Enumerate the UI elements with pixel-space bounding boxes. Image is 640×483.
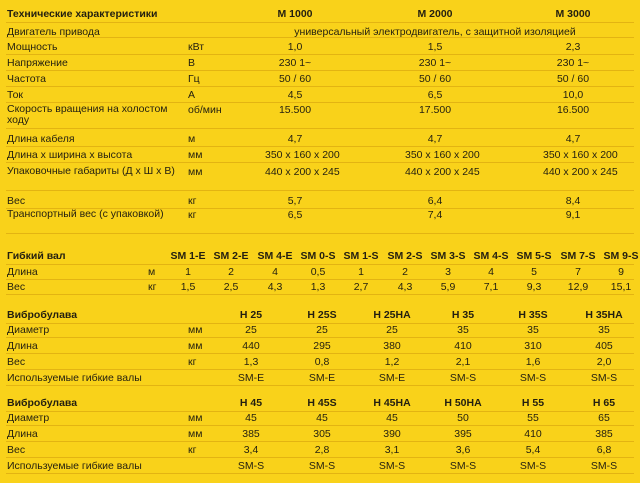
vib1-value: 35 [527, 324, 539, 336]
spec-value: 2,3 [565, 41, 581, 53]
shaft-value: 15,1 [610, 281, 632, 293]
spec-unit: мм [188, 166, 203, 178]
vib2-value: 45 [245, 412, 257, 424]
divider [6, 54, 634, 55]
shaft-unit: м [148, 266, 156, 278]
vib1-label: Диаметр [7, 324, 50, 336]
shaft-label: Длина [7, 266, 38, 278]
vib1-value: 25 [316, 324, 328, 336]
vib1-value: SM-S [449, 372, 477, 384]
vib2-value: 50 [457, 412, 469, 424]
vib1-model: H 25S [307, 309, 337, 321]
tech-title: Технические характеристики [7, 8, 158, 20]
vib2-title: Вибробулава [7, 397, 78, 409]
vib2-value: 2,8 [314, 444, 330, 456]
vib2-value: 385 [595, 428, 613, 440]
spec-value: 10,0 [562, 89, 584, 101]
drive-label: Двигатель привода [7, 26, 100, 38]
shaft-model: SM 4-S [473, 250, 509, 262]
vib1-value: 0,8 [314, 356, 330, 368]
vib1-value: SM-S [519, 372, 547, 384]
vib2-unit: мм [188, 412, 203, 424]
spec-value: 230 1~ [418, 57, 452, 69]
divider [6, 457, 634, 458]
vib2-value: 45 [386, 412, 398, 424]
vib1-value: 410 [454, 340, 472, 352]
vib2-value: 3,6 [455, 444, 471, 456]
shaft-value: 1,3 [310, 281, 326, 293]
shaft-model: SM 7-S [560, 250, 596, 262]
vib1-unit: кг [188, 356, 197, 368]
divider [6, 294, 634, 295]
shaft-value: 1,5 [180, 281, 196, 293]
vib2-value: 5,4 [525, 444, 541, 456]
vib1-value: SM-E [378, 372, 406, 384]
vib1-unit: мм [188, 340, 203, 352]
vib1-model: H 35S [518, 309, 548, 321]
vib1-value: 1,2 [384, 356, 400, 368]
vib1-value: 35 [598, 324, 610, 336]
spec-value: 440 x 200 x 245 [265, 166, 340, 178]
vib2-unit: мм [188, 428, 203, 440]
vib1-value: 2,1 [455, 356, 471, 368]
spec-unit: Гц [188, 73, 200, 85]
vib2-value: SM-S [519, 460, 547, 472]
shaft-value: 2 [402, 266, 408, 278]
vib1-model: H 25 [239, 309, 263, 321]
divider [6, 279, 634, 280]
spec-value: 440 x 200 x 245 [405, 166, 480, 178]
vib2-value: 3,1 [384, 444, 400, 456]
spec-value: 6,5 [287, 209, 303, 221]
vib2-value: SM-S [308, 460, 336, 472]
divider [6, 86, 634, 87]
vib1-value: SM-E [308, 372, 336, 384]
vib2-model: H 55 [521, 397, 545, 409]
divider [6, 337, 634, 338]
vib2-label: Вес [7, 444, 26, 456]
shaft-value: 4,3 [267, 281, 283, 293]
tech-model-3: M 3000 [555, 8, 591, 20]
shaft-model: SM 1-S [343, 250, 379, 262]
divider [6, 37, 634, 38]
shaft-model: SM 4-E [257, 250, 293, 262]
spec-value: 350 x 160 x 200 [405, 149, 480, 161]
shaft-model: SM 0-S [300, 250, 336, 262]
spec-value: 230 1~ [278, 57, 312, 69]
vib1-unit: мм [188, 324, 203, 336]
shaft-value: 1 [185, 266, 191, 278]
spec-value: 1,0 [287, 41, 303, 53]
shaft-value: 2,5 [223, 281, 239, 293]
shaft-value: 9 [618, 266, 624, 278]
spec-value: 1,5 [427, 41, 443, 53]
divider [6, 70, 634, 71]
divider [6, 128, 634, 129]
spec-label: Упаковочные габариты (Д x Ш x В) [7, 165, 175, 177]
shaft-value: 2 [228, 266, 234, 278]
vib1-value: SM-S [590, 372, 618, 384]
shaft-value: 0,5 [310, 266, 326, 278]
vib2-value: 410 [524, 428, 542, 440]
divider [6, 353, 634, 354]
vib2-label: Диаметр [7, 412, 50, 424]
vib2-value: 305 [313, 428, 331, 440]
spec-value: 15.500 [278, 104, 312, 116]
spec-value: 7,4 [427, 209, 443, 221]
shaft-model: SM 2-S [387, 250, 423, 262]
shaft-value: 7,1 [483, 281, 499, 293]
vib2-value: 385 [242, 428, 260, 440]
spec-value: 4,7 [565, 133, 581, 145]
vib1-value: 1,3 [243, 356, 259, 368]
vib1-model: H 35HA [585, 309, 623, 321]
vib2-model: H 45HA [373, 397, 411, 409]
divider [6, 425, 634, 426]
shaft-label: Вес [7, 281, 26, 293]
spec-unit: кг [188, 195, 197, 207]
spec-value: 50 / 60 [278, 73, 312, 85]
spec-label: Вес [7, 195, 26, 207]
shaft-value: 7 [575, 266, 581, 278]
vib2-value: SM-S [237, 460, 265, 472]
shaft-value: 4 [272, 266, 278, 278]
shaft-value: 12,9 [567, 281, 589, 293]
spec-label: Длина x ширина x высота [7, 149, 133, 161]
tech-model-2: M 2000 [417, 8, 453, 20]
shaft-value: 4 [488, 266, 494, 278]
shaft-model: SM 2-E [213, 250, 249, 262]
vib2-model: H 50HA [444, 397, 482, 409]
vib1-value: SM-E [237, 372, 265, 384]
spec-value: 5,7 [287, 195, 303, 207]
spec-value: 440 x 200 x 245 [543, 166, 618, 178]
spec-unit: кг [188, 209, 197, 221]
spec-value: 6,5 [427, 89, 443, 101]
spec-value: 350 x 160 x 200 [265, 149, 340, 161]
spec-label: Мощность [7, 41, 58, 53]
spec-value: 350 x 160 x 200 [543, 149, 618, 161]
vib2-model: H 65 [592, 397, 616, 409]
vib2-model: H 45S [307, 397, 337, 409]
spec-unit: В [188, 57, 196, 69]
vib2-value: 45 [316, 412, 328, 424]
shaft-value: 5,9 [440, 281, 456, 293]
vib2-label: Длина [7, 428, 38, 440]
spec-value: 4,7 [287, 133, 303, 145]
vib2-unit: кг [188, 444, 197, 456]
spec-unit: м [188, 133, 196, 145]
shaft-model: SM 9-S [603, 250, 639, 262]
spec-label: Частота [7, 73, 46, 85]
vib1-model: H 35 [451, 309, 475, 321]
shaft-value: 9,3 [526, 281, 542, 293]
divider [6, 264, 634, 265]
vib1-value: 440 [242, 340, 260, 352]
vib1-value: 380 [383, 340, 401, 352]
vib1-value: 25 [245, 324, 257, 336]
vib2-model: H 45 [239, 397, 263, 409]
shaft-value: 1 [358, 266, 364, 278]
divider [6, 369, 634, 370]
vib1-value: 405 [595, 340, 613, 352]
shaft-value: 4,3 [397, 281, 413, 293]
vib1-value: 2,0 [596, 356, 612, 368]
tech-model-1: M 1000 [277, 8, 313, 20]
spec-label: Напряжение [7, 57, 68, 69]
vib1-value: 310 [524, 340, 542, 352]
shaft-title: Гибкий вал [7, 250, 66, 262]
spec-value: 4,5 [287, 89, 303, 101]
vib2-value: 55 [527, 412, 539, 424]
spec-value: 8,4 [565, 195, 581, 207]
drive-value: универсальный электродвигатель, с защитной изоляцией [294, 26, 576, 38]
vib1-value: 295 [313, 340, 331, 352]
shaft-value: 2,7 [353, 281, 369, 293]
divider [6, 385, 634, 386]
spec-value: 6,4 [427, 195, 443, 207]
divider [6, 190, 634, 191]
spec-unit: А [188, 89, 196, 101]
spec-label: Скорость вращения на холостом ходу [7, 103, 168, 126]
vib1-value: 1,6 [525, 356, 541, 368]
divider [6, 441, 634, 442]
spec-label: Длина кабеля [7, 133, 75, 145]
vib2-value: 65 [598, 412, 610, 424]
spec-value: 17.500 [418, 104, 452, 116]
vib1-value: 25 [386, 324, 398, 336]
spec-value: 50 / 60 [418, 73, 452, 85]
vib1-label: Длина [7, 340, 38, 352]
spec-value: 9,1 [565, 209, 581, 221]
shaft-value: 3 [445, 266, 451, 278]
divider [6, 233, 634, 234]
vib2-value: SM-S [590, 460, 618, 472]
vib2-value: 6,8 [596, 444, 612, 456]
vib2-value: 395 [454, 428, 472, 440]
vib2-value: 3,4 [243, 444, 259, 456]
vib1-value: 35 [457, 324, 469, 336]
vib1-title: Вибробулава [7, 309, 78, 321]
spec-unit: мм [188, 149, 203, 161]
divider [6, 146, 634, 147]
spec-value: 50 / 60 [556, 73, 590, 85]
vib2-label: Используемые гибкие валы [7, 460, 142, 472]
spec-label: Ток [7, 89, 24, 101]
vib2-value: SM-S [449, 460, 477, 472]
divider [6, 162, 634, 163]
spec-value: 16.500 [556, 104, 590, 116]
spec-value: 230 1~ [556, 57, 590, 69]
divider [6, 473, 634, 474]
spec-unit: кВт [188, 41, 205, 53]
divider [6, 22, 634, 23]
spec-unit: об/мин [188, 104, 222, 116]
spec-label: Транспортный вес (с упаковкой) [7, 208, 164, 220]
shaft-model: SM 5-S [516, 250, 552, 262]
vib1-model: H 25HA [373, 309, 411, 321]
shaft-model: SM 3-S [430, 250, 466, 262]
shaft-value: 5 [531, 266, 537, 278]
spec-value: 4,7 [427, 133, 443, 145]
vib2-value: 390 [383, 428, 401, 440]
vib1-label: Используемые гибкие валы [7, 372, 142, 384]
shaft-model: SM 1-E [170, 250, 206, 262]
vib2-value: SM-S [378, 460, 406, 472]
vib1-label: Вес [7, 356, 26, 368]
shaft-unit: кг [148, 281, 157, 293]
